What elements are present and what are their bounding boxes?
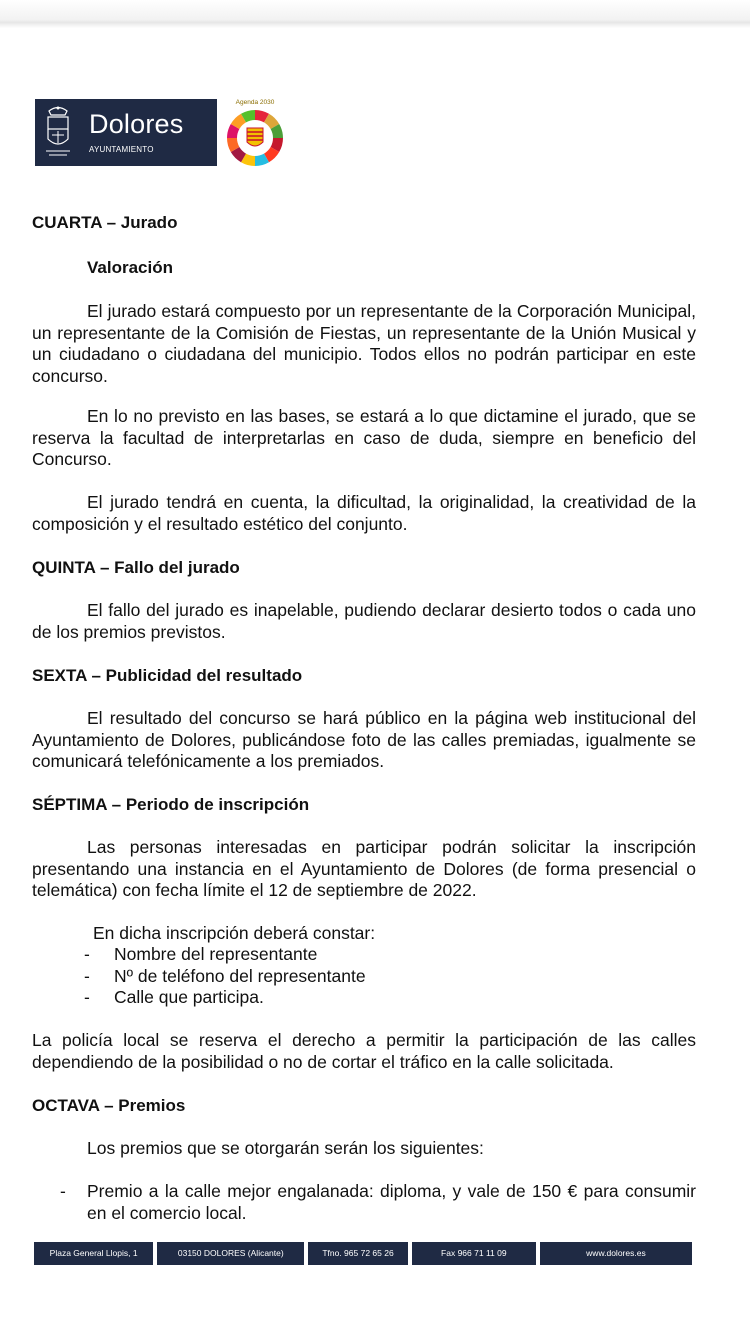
- footer-address: Plaza General Llopis, 1: [34, 1242, 153, 1265]
- list-dash: -: [84, 944, 90, 964]
- list-item: [84, 987, 366, 1009]
- list-item-text: Calle que participa.: [114, 987, 264, 1007]
- top-bar: [0, 0, 750, 36]
- list-item: [84, 966, 366, 988]
- agenda-2030-sdg-wheel-icon: [218, 96, 292, 170]
- prize-item: [60, 1181, 696, 1224]
- list-item-text: Nº de teléfono del representante: [114, 965, 366, 986]
- section-cuarta-paragraph-1: El jurado estará compuesto por un representante de la Corporación Municipal, un representante de la Comisión de Fiestas, un representante de la Unión Musical y un ciudadano o ciudadana del municipio. Todos ellos no podrán participar en este concurso.: [32, 301, 696, 386]
- section-septima-list: [84, 944, 366, 1009]
- list-item-text: Nombre del representante: [114, 944, 318, 964]
- footer-bar: [34, 1242, 692, 1265]
- sdg-label: Agenda 2030: [235, 99, 275, 106]
- footer-fax: Fax 966 71 11 09: [412, 1242, 536, 1265]
- section-septima-heading: SÉPTIMA – Periodo de inscripción: [32, 795, 310, 814]
- prize-item-text: Premio a la calle mejor engalanada: diploma, y vale de 150 € para consumir en el comercio local.: [87, 1181, 696, 1223]
- list-dash: -: [84, 965, 90, 986]
- footer-phone: Tfno. 965 72 65 26: [308, 1242, 407, 1265]
- section-sexta-heading: SEXTA – Publicidad del resultado: [32, 666, 303, 685]
- section-cuarta-paragraph-3: El jurado tendrá en cuenta, la dificultad, la originalidad, la creatividad de la composición y el resultado estético del conjunto.: [32, 492, 696, 534]
- section-octava-heading: OCTAVA – Premios: [32, 1096, 186, 1115]
- section-octava-paragraph-1: Los premios que se otorgarán serán los siguientes:: [87, 1138, 484, 1158]
- list-dash: -: [60, 1181, 66, 1201]
- list-item: [84, 944, 366, 966]
- logo-name: Dolores: [89, 109, 184, 139]
- section-sexta-paragraph-1: El resultado del concurso se hará público en la página web institucional del Ayuntamiento de Dolores, publicándose foto de las calles premiadas, igualmente se comunicará telefónicamente a los premiados.: [32, 708, 696, 771]
- section-septima-paragraph-2: La policía local se reserva el derecho a permitir la participación de las calles dependiendo de la posibilidad o no de cortar el tráfico en la calle solicitada.: [32, 1030, 696, 1072]
- footer-city: 03150 DOLORES (Alicante): [157, 1242, 304, 1265]
- section-quinta-paragraph-1: El fallo del jurado es inapelable, pudiendo declarar desierto todos o cada uno de los premios previstos.: [32, 600, 696, 642]
- section-quinta-heading: QUINTA – Fallo del jurado: [32, 558, 240, 577]
- dolores-logo: [35, 99, 217, 166]
- coat-of-arms-icon: [43, 105, 73, 160]
- section-cuarta-subheading: Valoración: [87, 258, 173, 277]
- section-cuarta-heading: CUARTA – Jurado: [32, 213, 178, 232]
- section-septima-list-intro: En dicha inscripción deberá constar:: [93, 923, 376, 943]
- section-cuarta-paragraph-2: En lo no previsto en las bases, se estará a lo que dictamine el jurado, que se reserva la facultad de interpretarlas en caso de duda, siempre en beneficio del Concurso.: [32, 406, 696, 469]
- logo-subtitle: AYUNTAMIENTO: [89, 145, 154, 154]
- footer-web-link[interactable]: www.dolores.es: [540, 1242, 692, 1265]
- list-dash: -: [84, 987, 90, 1007]
- section-septima-paragraph-1: Las personas interesadas en participar podrán solicitar la inscripción presentando una instancia en el Ayuntamiento de Dolores (de forma presencial o telemática) con fecha límite el 12 de septiembre de 2022.: [32, 837, 696, 900]
